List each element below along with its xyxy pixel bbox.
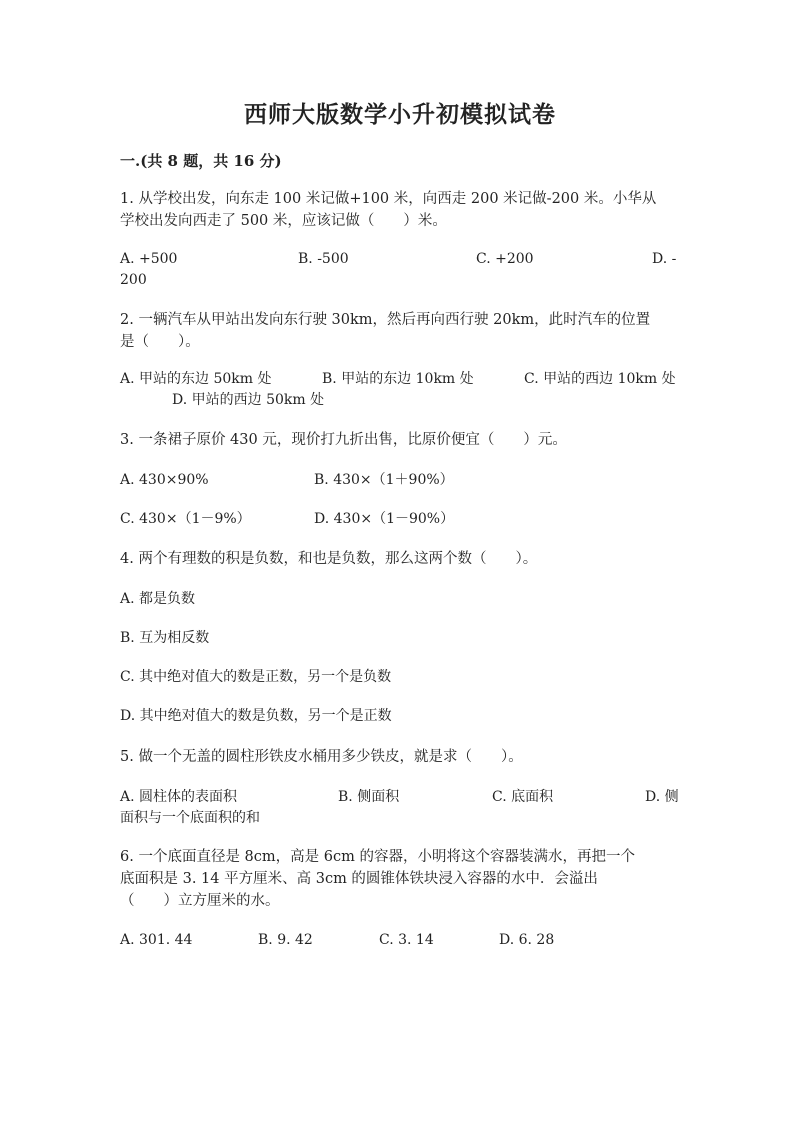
option-a: A. 301. 44 (120, 932, 193, 948)
question-5 (120, 746, 680, 768)
option-a: A. 甲站的东边 50km 处 (120, 371, 272, 387)
question-text-line: 3. 一条裙子原价 430 元，现价打九折出售，比原价便宜（ ）元。 (120, 432, 567, 448)
option-a: A. 430×90% (120, 472, 209, 488)
option-b: B. 9. 42 (258, 932, 313, 948)
section-heading: 一.(共 8 题，共 16 分) (120, 152, 282, 170)
question-4 (120, 548, 680, 570)
question-3 (120, 429, 680, 451)
option-b: B. 侧面积 (338, 789, 400, 805)
option-c: C. 3. 14 (379, 932, 434, 948)
option-c: C. +200 (476, 251, 534, 267)
option-d: D. 侧 (645, 789, 679, 805)
option-b: B. 甲站的东边 10km 处 (322, 371, 474, 387)
page-title: 西师大版数学小升初模拟试卷 (244, 101, 556, 128)
option-b: B. 430×（1＋90%） (314, 472, 454, 488)
question-text-line: 底面积是 3. 14 平方厘米、高 3cm 的圆锥体铁块浸入容器的水中．会溢出 (120, 871, 598, 887)
question-text-line: 是（ ）。 (120, 334, 200, 350)
option-c: C. 底面积 (492, 789, 554, 805)
question-2 (120, 309, 680, 353)
option-c: C. 其中绝对值大的数是正数，另一个是负数 (120, 669, 392, 685)
option-a: A. +500 (120, 251, 178, 267)
option-d: D. 其中绝对值大的数是负数，另一个是正数 (120, 708, 392, 724)
question-text-line: 5. 做一个无盖的圆柱形铁皮水桶用多少铁皮，就是求（ ）。 (120, 749, 523, 765)
option-wrap: 面积与一个底面积的和 (120, 810, 260, 826)
option-c: C. 甲站的西边 10km 处 (524, 371, 676, 387)
option-b: B. -500 (298, 251, 349, 267)
option-c: C. 430×（1－9%） (120, 511, 251, 527)
question-6 (120, 846, 680, 912)
question-text-line: （ ）立方厘米的水。 (120, 893, 280, 909)
question-text-line: 6. 一个底面直径是 8cm，高是 6cm 的容器，小明将这个容器装满水，再把一个 (120, 849, 635, 865)
option-wrap: 200 (120, 272, 147, 288)
option-a: A. 都是负数 (120, 591, 196, 607)
option-d: D. - (652, 251, 677, 267)
question-text-line: 学校出发向西走了 500 米，应该记做（ ）米。 (120, 213, 447, 229)
option-d: D. 6. 28 (499, 932, 555, 948)
option-d: D. 430×（1－90%） (314, 511, 455, 527)
question-text-line: 2. 一辆汽车从甲站出发向东行驶 30km，然后再向西行驶 20km，此时汽车的位置 (120, 312, 651, 328)
option-d: D. 甲站的西边 50km 处 (172, 392, 325, 408)
option-b: B. 互为相反数 (120, 630, 210, 646)
question-text-line: 1. 从学校出发，向东走 100 米记做+100 米，向西走 200 米记做-200 米。小华从 (120, 191, 657, 207)
question-1 (120, 188, 680, 232)
option-a: A. 圆柱体的表面积 (120, 789, 238, 805)
question-text-line: 4. 两个有理数的积是负数，和也是负数，那么这两个数（ ）。 (120, 551, 538, 567)
